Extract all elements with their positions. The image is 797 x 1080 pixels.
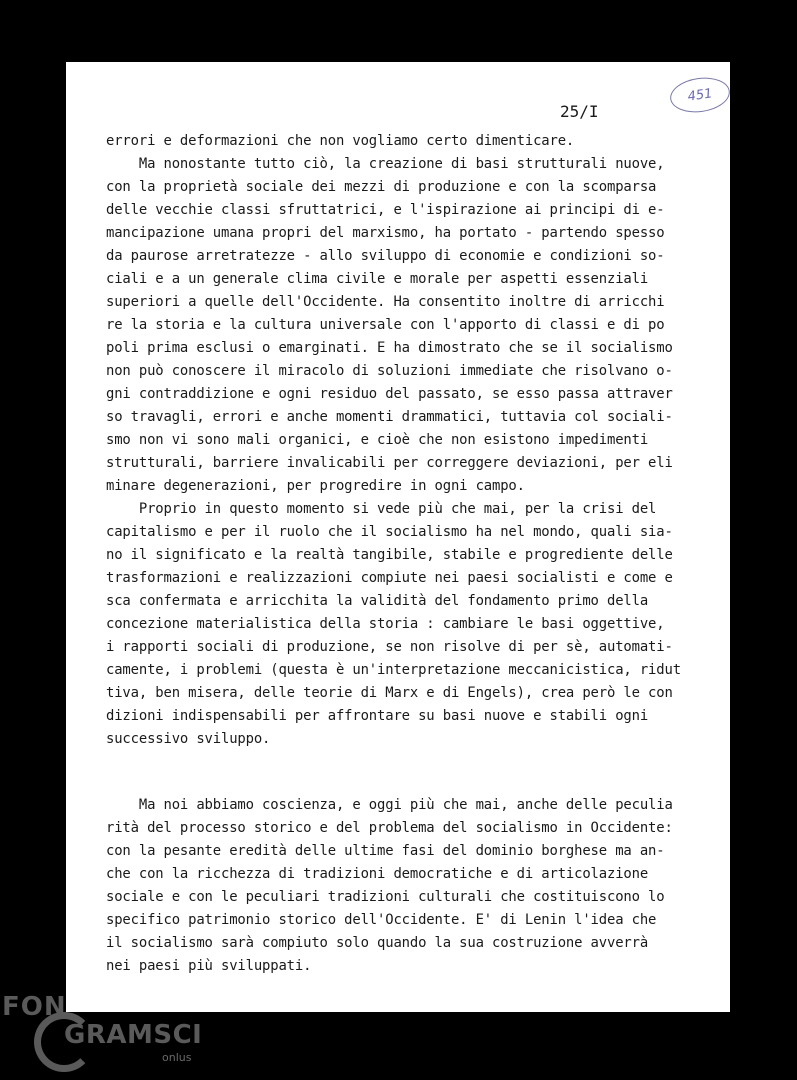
- text-line: minare degenerazioni, per progredire in ogni campo.: [106, 478, 525, 494]
- document-page: [66, 62, 730, 1012]
- text-line: smo non vi sono mali organici, e cioè che non esistono impedimenti: [106, 432, 649, 448]
- text-line: Ma nonostante tutto ciò, la creazione di basi strutturali nuove,: [106, 156, 665, 172]
- text-line: sca confermata e arricchita la validità del fondamento primo della: [106, 593, 649, 609]
- logo-prefix: FON: [2, 992, 67, 1022]
- text-line: nei paesi più sviluppati.: [106, 958, 312, 974]
- text-line: concezione materialistica della storia : cambiare le basi oggettive,: [106, 616, 665, 632]
- logo-suffix: onlus: [162, 1051, 192, 1064]
- page-number: 25/I: [560, 102, 599, 121]
- text-line: poli prima esclusi o emarginati. E ha dimostrato che se il socialismo: [106, 340, 673, 356]
- text-line: capitalismo e per il ruolo che il socialismo ha nel mondo, quali sia-: [106, 524, 673, 540]
- text-line: superiori a quelle dell'Occidente. Ha consentito inoltre di arricchi: [106, 294, 665, 310]
- text-line: errori e deformazioni che non vogliamo certo dimenticare.: [106, 133, 575, 149]
- text-line: delle vecchie classi sfruttatrici, e l'ispirazione ai principi di e-: [106, 202, 665, 218]
- text-line: mancipazione umana propri del marxismo, ha portato - partendo spesso: [106, 225, 665, 241]
- archive-stamp: 451: [668, 74, 732, 116]
- text-line: so travagli, errori e anche momenti drammatici, tuttavia col sociali-: [106, 409, 673, 425]
- text-line: ciali e a un generale clima civile e morale per aspetti essenziali: [106, 271, 649, 287]
- text-line: che con la ricchezza di tradizioni democratiche e di articolazione: [106, 866, 649, 882]
- text-line: re la storia e la cultura universale con l'apporto di classi e di po: [106, 317, 665, 333]
- text-line: Proprio in questo momento si vede più che mai, per la crisi del: [106, 501, 657, 517]
- text-line: da paurose arretratezze - allo sviluppo di economie e condizioni so-: [106, 248, 665, 264]
- text-line: successivo sviluppo.: [106, 731, 271, 747]
- text-line: no il significato e la realtà tangibile, stabile e progrediente delle: [106, 547, 673, 563]
- text-line: Ma noi abbiamo coscienza, e oggi più che mai, anche delle peculia: [106, 797, 673, 813]
- text-line: trasformazioni e realizzazioni compiute nei paesi socialisti e come e: [106, 570, 673, 586]
- fondazione-gramsci-logo: [0, 990, 203, 1070]
- logo-name: GRAMSCI: [64, 1020, 203, 1050]
- text-line: specifico patrimonio storico dell'Occidente. E' di Lenin l'idea che: [106, 912, 657, 928]
- text-line: rità del processo storico e del problema del socialismo in Occidente:: [106, 820, 673, 836]
- text-line: non può conoscere il miracolo di soluzioni immediate che risolvano o-: [106, 363, 673, 379]
- text-line: dizioni indispensabili per affrontare su basi nuove e stabili ogni: [106, 708, 649, 724]
- text-line: camente, i problemi (questa è un'interpretazione meccanicistica, ridut: [106, 662, 681, 678]
- text-line: tiva, ben misera, delle teorie di Marx e di Engels), crea però le con: [106, 685, 673, 701]
- text-line: il socialismo sarà compiuto solo quando la sua costruzione avverrà: [106, 935, 649, 951]
- text-line: sociale e con le peculiari tradizioni culturali che costituiscono lo: [106, 889, 665, 905]
- text-line: con la pesante eredità delle ultime fasi del dominio borghese ma an-: [106, 843, 665, 859]
- text-line: strutturali, barriere invalicabili per correggere deviazioni, per eli: [106, 455, 673, 471]
- text-line: gni contraddizione e ogni residuo del passato, se esso passa attraver: [106, 386, 673, 402]
- text-line: i rapporti sociali di produzione, se non risolve di per sè, automati-: [106, 639, 673, 655]
- text-line: con la proprietà sociale dei mezzi di produzione e con la scomparsa: [106, 179, 657, 195]
